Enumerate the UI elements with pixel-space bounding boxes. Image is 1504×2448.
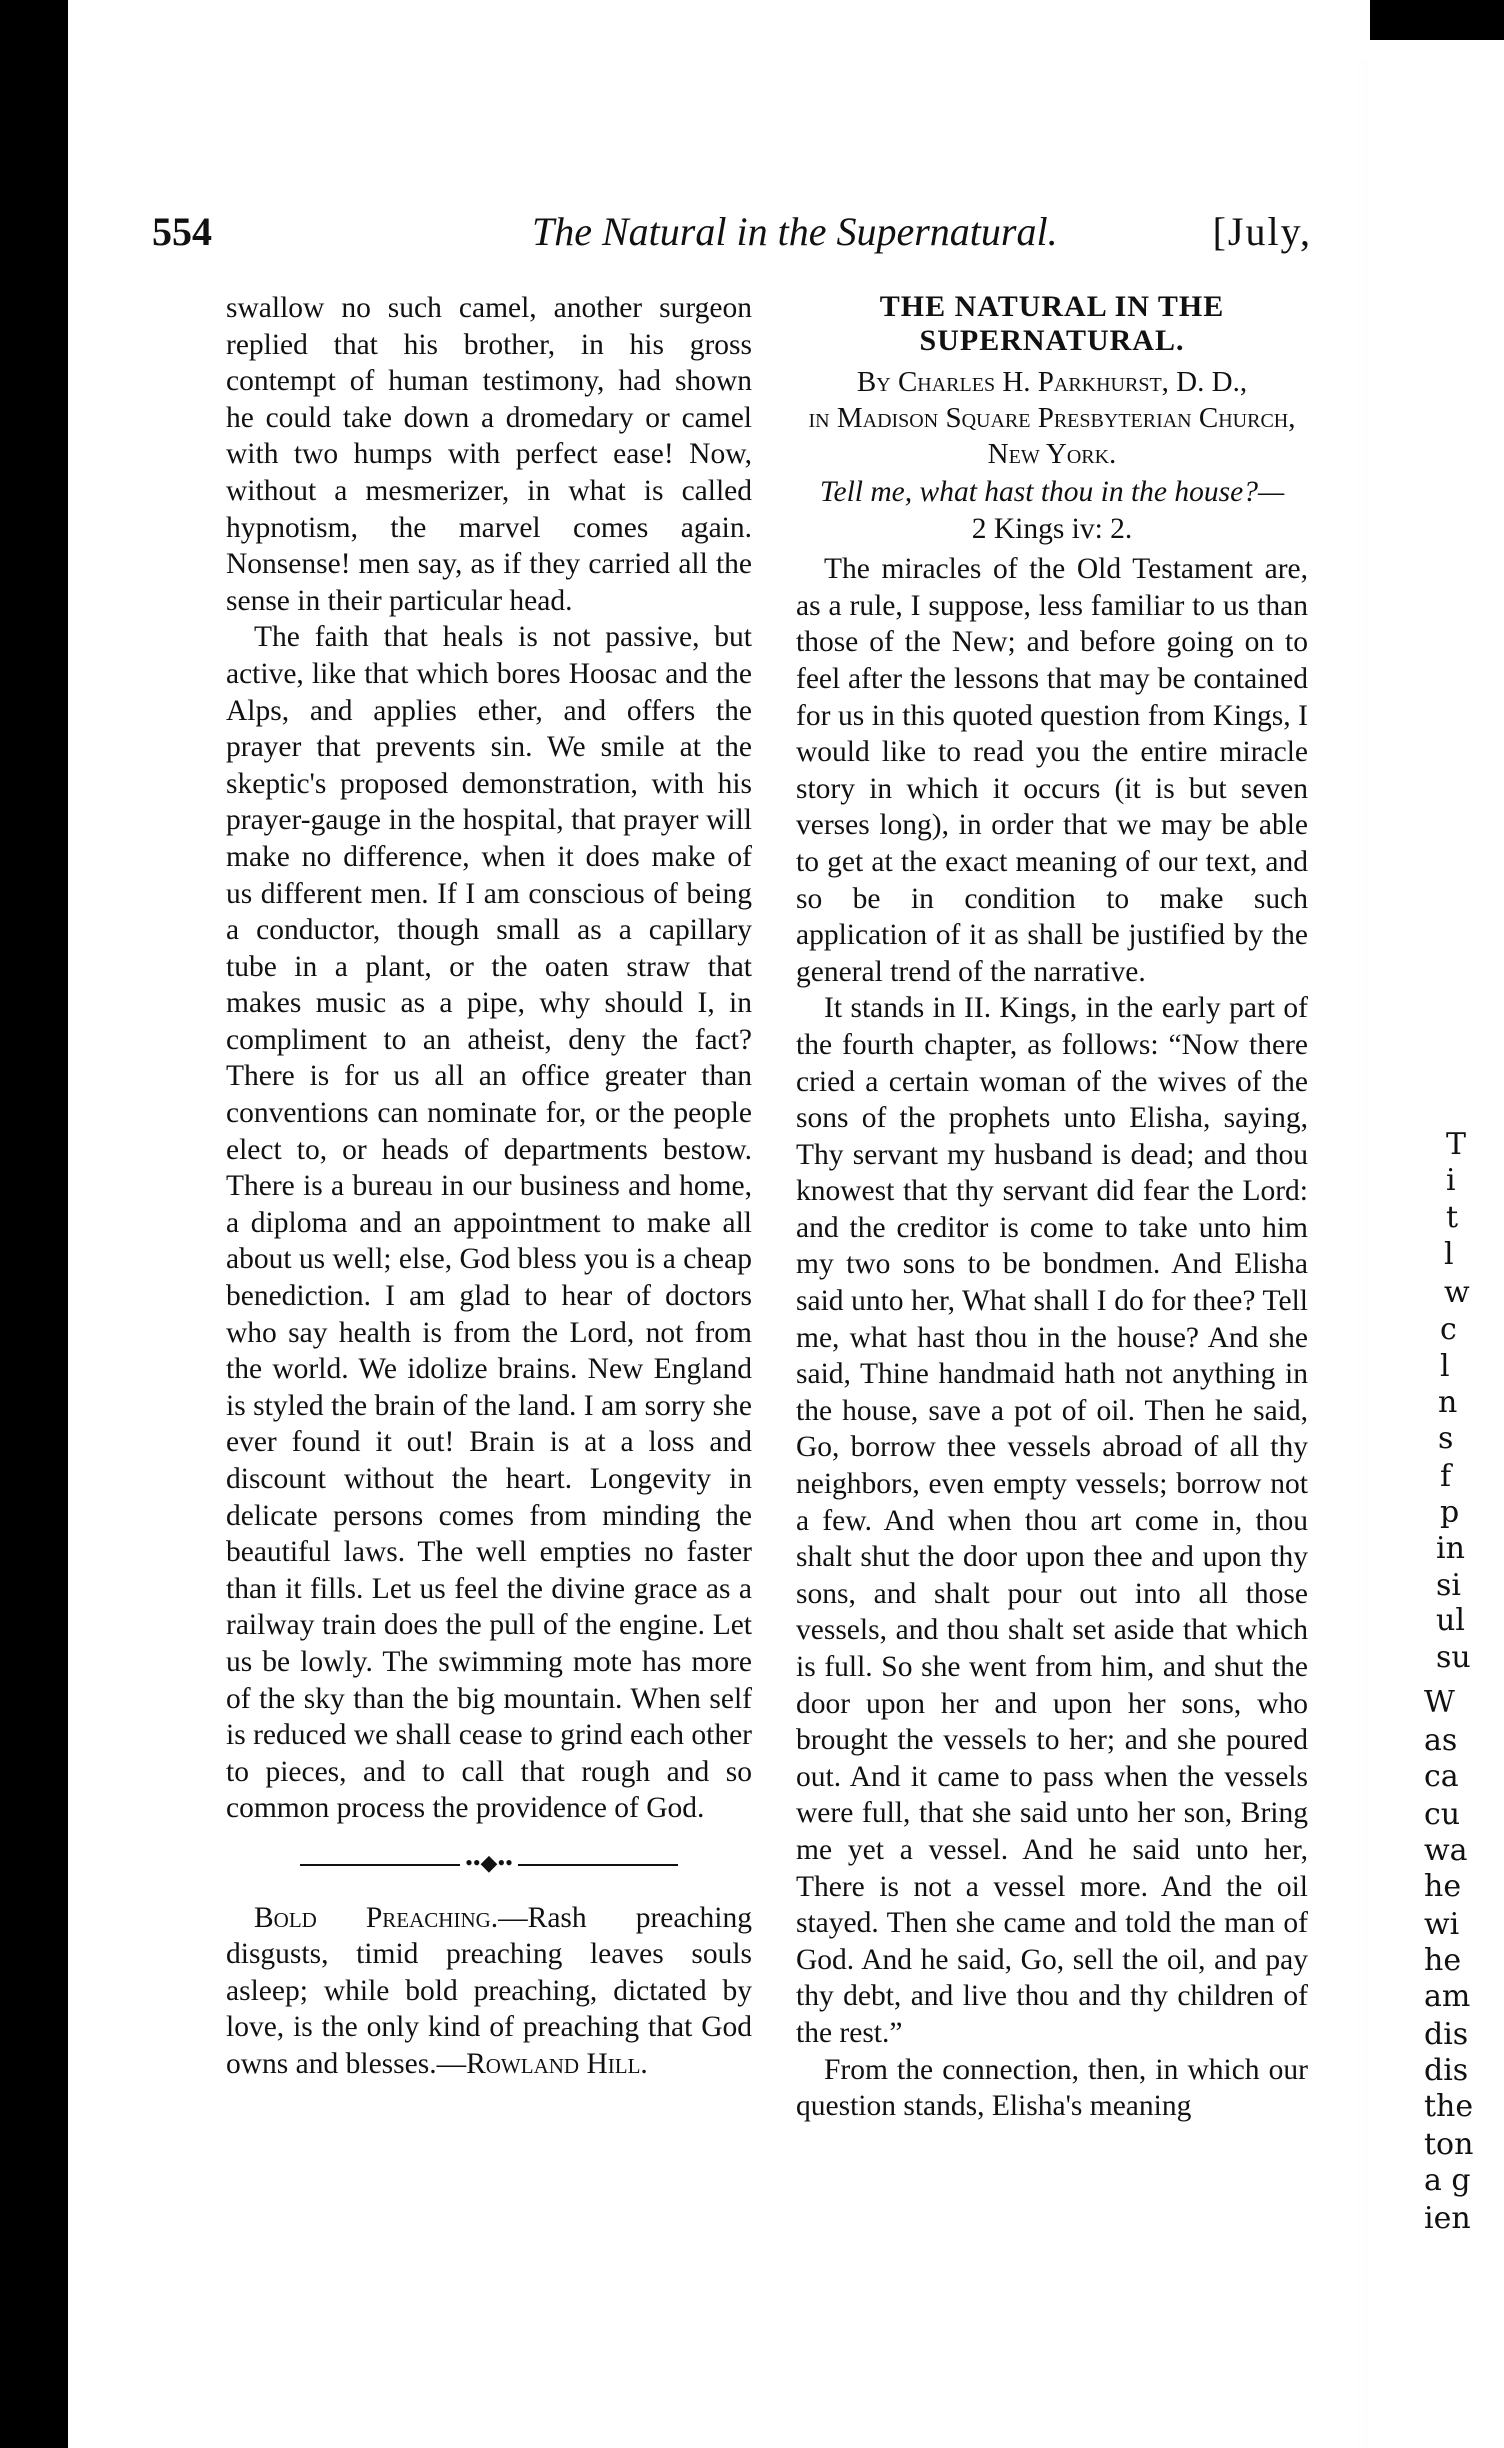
fragment-text: am <box>1424 1979 1471 2014</box>
fragment-text: he <box>1424 1943 1462 1978</box>
next-page-fragment <box>1368 40 1504 2448</box>
fragment-text: in <box>1436 1531 1465 1566</box>
right-paragraph-1: The miracles of the Old Testament are, as a rule, I suppose, less familiar to us than those of the New; and before going on to feel after the lessons that may be contained for us in this quoted question from Kings, I would like to read you the entire miracle story in which it occurs (it is but seven verses long), in order that we may be able to get at the exact meaning of our text, and so be in condition to make such application of it as shall be justified by the general trend of the narrative. <box>796 553 1308 988</box>
fragment-text: dis <box>1424 2017 1469 2052</box>
left-paragraph-2: The faith that heals is not passive, but active, like that which bores Hoosac and the Alps, and applies ether, and offers the prayer that prevents sin. We smile at the skeptic's proposed demonstration, with his prayer-gauge in the hospital, that prayer will make no difference, when it does make of us different men. If I am conscious of being a conductor, though small as a capillary tube in a plant, or the oaten straw that makes music as a pipe, why should I, in compliment to an atheist, deny the fact? There is for us all an office greater than conventions can nominate for, or the people elect to, or heads of departments bestow. There is a bureau in our business and home, a diploma and an appointment to make all about us well; else, God bless you is a cheap benediction. I am glad to hear of doctors who say health is from the Lord, not from the world. We idolize brains. New England is styled the brain of the land. I am sorry she ever found it out! Brain is at a loss and discount without the heart. Longevity in delicate persons comes from minding the beautiful laws. The well empties no faster than it fills. Let us feel the divine grace as a railway train does the pull of the engine. Let us be lowly. The swimming mote has more of the sky than the big mountain. When self is reduced we shall cease to grind each other to pieces, and to call that rough and so common process the providence of God. <box>226 621 752 1825</box>
fragment-text: wa <box>1424 1833 1468 1868</box>
fragment-text: n <box>1438 1385 1458 1420</box>
bold-preaching-paragraph <box>226 1900 752 2083</box>
left-paragraph-1: swallow no such camel, another surgeon replied that his brother, in his gross contempt of human testimony, had shown he could take down a dromedary or camel with two humps with perfect ease! Now, without a mesmerizer, in what is called hypnotism, the marvel comes again. Nonsense! men say, as if they carried all the sense in their particular head. <box>226 292 752 617</box>
article-title: THE NATURAL IN THE SUPERNATURAL. <box>879 290 1225 357</box>
fragment-text: a g <box>1424 2163 1471 2198</box>
fragment-text: ton <box>1424 2127 1474 2162</box>
month-label: [July, <box>1212 209 1312 254</box>
fragment-text: the <box>1424 2089 1474 2124</box>
left-column <box>226 290 752 2083</box>
byline-church: in Madison Square Presbyterian Church, New York. <box>808 402 1296 470</box>
page-number: 554 <box>152 209 212 254</box>
bold-preaching-label: Bold Preaching. <box>254 1901 499 1934</box>
scripture-text: Tell me, what hast thou in the house?— <box>819 476 1285 508</box>
fragment-text: dis <box>1424 2053 1469 2088</box>
fragment-text: as <box>1424 1723 1458 1758</box>
fragment-text: ien <box>1424 2201 1471 2236</box>
fragment-text: cu <box>1424 1797 1461 1832</box>
fragment-text: ul <box>1436 1603 1465 1638</box>
fragment-text: wi <box>1424 1907 1460 1942</box>
fragment-text: w <box>1444 1275 1470 1310</box>
fragment-text: T <box>1446 1127 1467 1162</box>
bold-preaching-author: Rowland Hill. <box>466 2047 648 2080</box>
fragment-text: si <box>1436 1568 1461 1603</box>
fragment-text: su <box>1436 1640 1471 1675</box>
fragment-text: p <box>1440 1495 1460 1530</box>
fragment-text: i <box>1446 1163 1456 1198</box>
bold-preaching-text: —Rash preaching disgusts, timid preaching leaves souls asleep; while bold preaching, dictated by love, is the only kind of preaching that God owns and blesses.— <box>226 1901 752 2080</box>
right-column <box>796 290 1308 2125</box>
fragment-text: l <box>1440 1349 1450 1384</box>
fragment-text: t <box>1446 1200 1459 1235</box>
fragment-text: ca <box>1424 1759 1459 1794</box>
fragment-text: he <box>1424 1869 1462 1904</box>
fragment-text: s <box>1438 1421 1454 1456</box>
running-title: The Natural in the Supernatural. <box>532 209 1058 254</box>
fragment-text: c <box>1440 1312 1457 1347</box>
scripture-reference: 2 Kings iv: 2. <box>971 512 1133 545</box>
fragment-text: f <box>1440 1459 1452 1494</box>
section-ornament: ••◆•• <box>226 1845 752 1882</box>
fragment-text: W <box>1424 1685 1455 1720</box>
fragment-text: l <box>1444 1237 1454 1272</box>
right-paragraph-2: It stands in II. Kings, in the early part of the fourth chapter, as follows: “Now there cried a certain woman of the wives of the sons of the prophets unto Elisha, saying, Thy servant my husband is dead; and thou knowest that thy servant did fear the Lord: and the creditor is come to take unto him my two sons to be bondmen. And Elisha said unto her, What shall I do for thee? Tell me, what hast thou in the house? And she said, Thine handmaid hath not anything in the house, save a pot of oil. Then he said, Go, borrow thee vessels abroad of all thy neighbors, even empty vessels; borrow not a few. And when thou art come in, thou shalt shut the door upon thee and upon thy sons, and shalt pour out into all those vessels, and thou shalt set aside that which is full. So she went from him, and shut the door upon her and upon her sons, who brought the vessels to her; and she poured out. And it came to pass when the vessels were full, that she said unto her son, Bring me yet a vessel. And he said unto her, There is not a vessel more. And the oil stayed. Then she came and told the man of God. And he said, Go, sell the oil, and pay thy debt, and live thou and thy children of the rest.” <box>796 992 1308 2049</box>
byline-author: By Charles H. Parkhurst, D. D., <box>856 366 1248 398</box>
right-paragraph-3: From the connection, then, in which our question stands, Elisha's meaning <box>796 2053 1308 2123</box>
running-header <box>152 208 1312 264</box>
